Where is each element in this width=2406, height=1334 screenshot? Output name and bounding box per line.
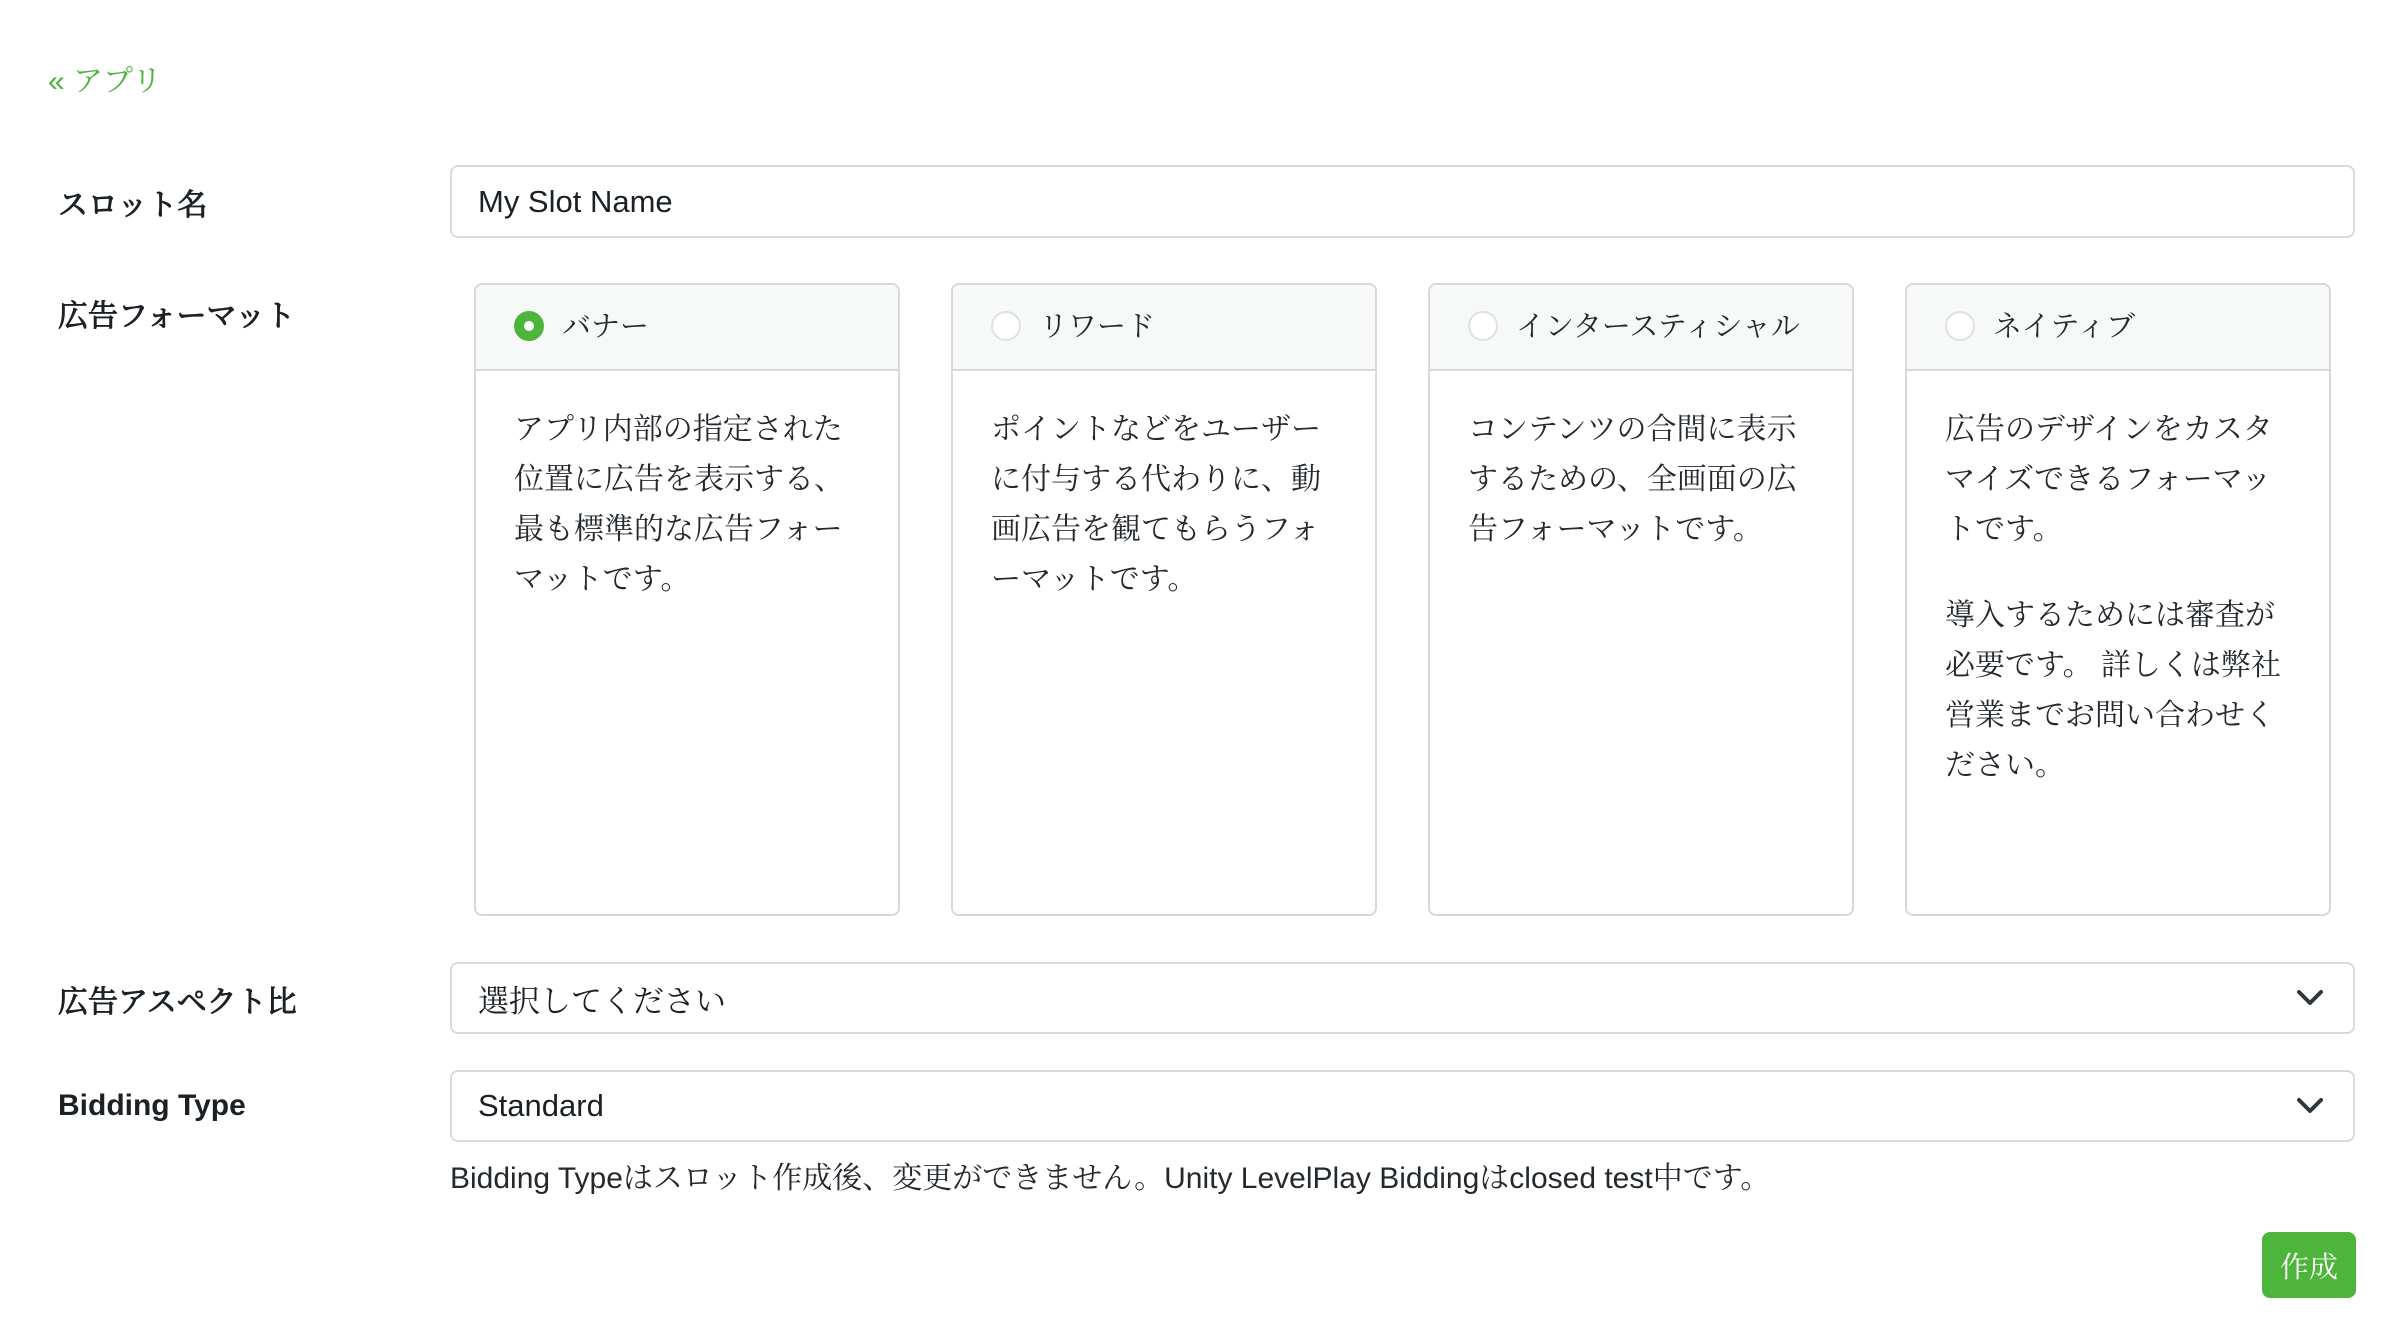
native-radio[interactable] xyxy=(1945,311,1975,341)
ad-format-card-interstitial-header[interactable] xyxy=(1430,285,1852,371)
bidding-type-select[interactable] xyxy=(450,1070,2355,1142)
ad-format-card-reward[interactable] xyxy=(951,283,1377,916)
interstitial-card-description-text: コンテンツの合間に表示するための、全画面の広告フォーマットです。 xyxy=(1468,413,1797,546)
ad-format-card-native-header[interactable] xyxy=(1907,285,2329,371)
ad-format-card-interstitial[interactable] xyxy=(1428,283,1854,916)
reward-radio[interactable] xyxy=(991,311,1021,341)
banner-card-title: バナー xyxy=(562,311,650,343)
banner-radio[interactable] xyxy=(514,311,544,341)
reward-card-description-text: ポイントなどをユーザーに付与する代わりに、動画広告を観てもらうフォーマットです。 xyxy=(991,413,1321,596)
interstitial-card-title: インタースティシャル xyxy=(1516,311,1800,343)
aspect-ratio-row xyxy=(58,962,2355,1035)
aspect-ratio-selected-value: 選択してください xyxy=(478,983,726,1019)
aspect-ratio-select[interactable] xyxy=(450,962,2355,1034)
bidding-type-label: Bidding Type xyxy=(58,1089,246,1122)
create-button[interactable]: 作成 xyxy=(2262,1232,2356,1298)
banner-card-description xyxy=(476,371,898,641)
interstitial-radio[interactable] xyxy=(1468,311,1498,341)
banner-card-description-text: アプリ内部の指定された位置に広告を表示する、最も標準的な広告フォーマットです。 xyxy=(514,413,844,596)
ad-format-card-native[interactable] xyxy=(1905,283,2331,916)
reward-card-description xyxy=(953,371,1375,641)
ad-format-card-banner-header[interactable] xyxy=(476,285,898,371)
bidding-type-note: Bidding Typeはスロット作成後、変更ができません。Unity LevelPlay Biddingはclosed test中です。 xyxy=(450,1162,1771,1195)
ad-format-card-reward-header[interactable] xyxy=(953,285,1375,371)
ad-format-label: 広告フォーマット xyxy=(58,300,296,333)
native-card-description xyxy=(1907,371,2329,827)
slot-name-label: スロット名 xyxy=(58,188,208,222)
aspect-ratio-label: 広告アスペクト比 xyxy=(58,985,297,1019)
bidding-type-selected-value: Standard xyxy=(478,1088,604,1123)
ad-format-card-list xyxy=(450,283,2355,916)
ad-format-card-banner[interactable] xyxy=(474,283,900,916)
chevron-down-icon xyxy=(2297,989,2323,1007)
native-card-title: ネイティブ xyxy=(1993,311,2136,343)
interstitial-card-description xyxy=(1430,371,1852,591)
native-card-description-text-2: 導入するためには審査が必要です。 詳しくは弊社営業までお問い合わせください。 xyxy=(1945,599,2281,782)
bidding-type-row xyxy=(58,1070,2355,1200)
chevron-down-icon xyxy=(2297,1097,2323,1115)
native-card-description-text: 広告のデザインをカスタマイズできるフォーマットです。 xyxy=(1945,413,2273,546)
ad-format-row xyxy=(58,283,2355,916)
slot-name-input[interactable] xyxy=(450,165,2355,238)
reward-card-title: リワード xyxy=(1039,311,1156,343)
back-to-apps-link[interactable]: « アプリ xyxy=(48,65,162,98)
slot-name-row xyxy=(58,165,2355,238)
